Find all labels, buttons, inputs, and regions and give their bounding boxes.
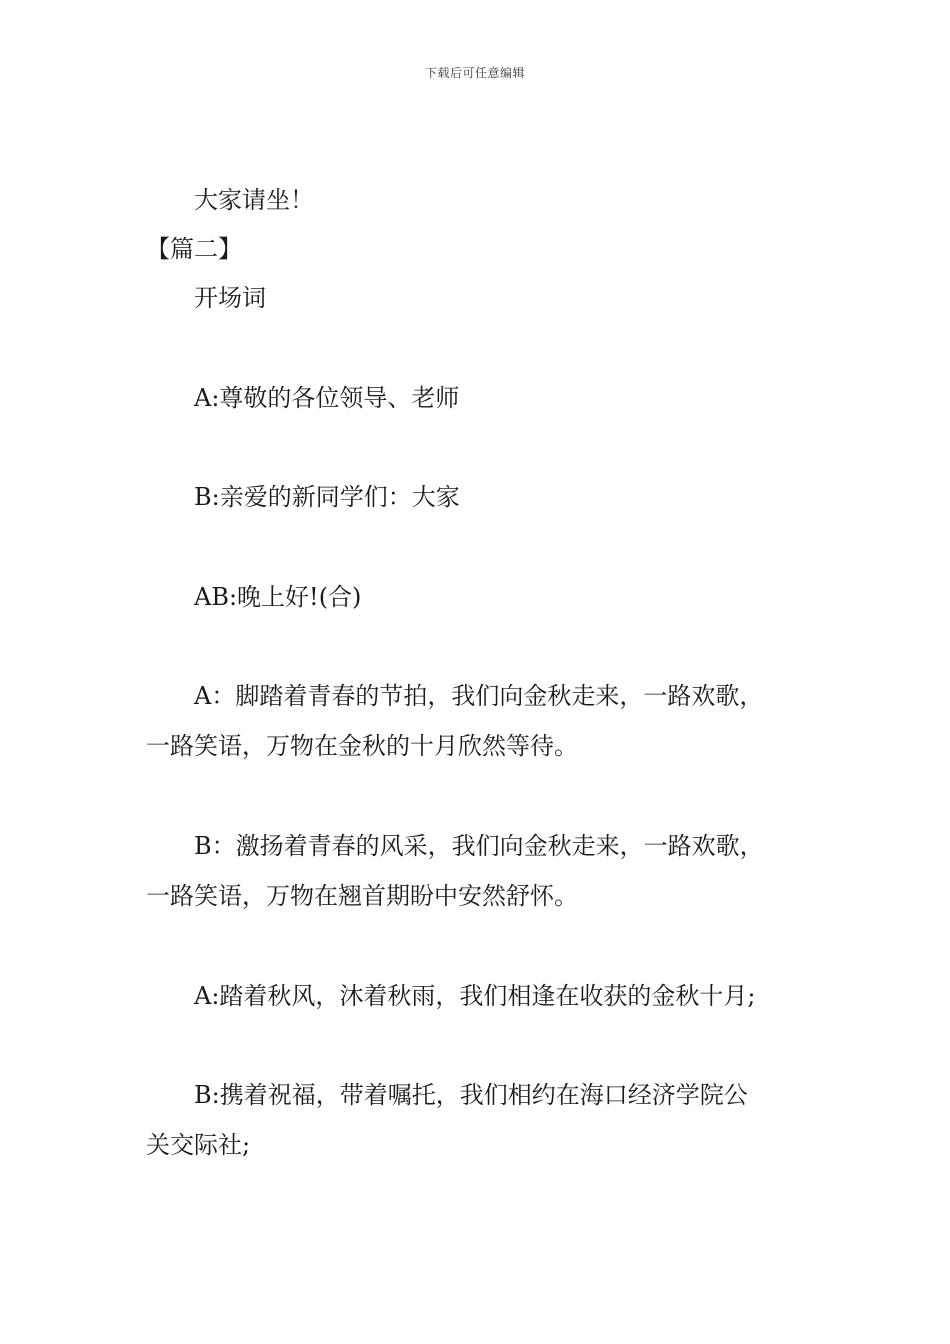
paragraph-line: 关交际社; xyxy=(146,1131,251,1159)
paragraph-line: AB:晚上好!(合) xyxy=(194,583,362,611)
page-header: 下载后可任意编辑 xyxy=(424,66,525,80)
subheading: 开场词 xyxy=(194,284,266,312)
paragraph-line: 一路笑语，万物在翘首期盼中安然舒怀。 xyxy=(146,882,578,910)
paragraph-line: A:踏着秋风，沐着秋雨，我们相逢在收获的金秋十月; xyxy=(194,982,756,1010)
paragraph-line: B:携着祝福，带着嘱托，我们相约在海口经济学院公 xyxy=(194,1081,748,1109)
paragraph-line: A:尊敬的各位领导、老师 xyxy=(194,384,460,412)
paragraph-line: B:亲爱的新同学们：大家 xyxy=(194,483,460,511)
section-heading: 【篇二】 xyxy=(146,235,242,263)
paragraph-line: 大家请坐！ xyxy=(194,186,314,214)
paragraph-line: A：脚踏着青春的节拍，我们向金秋走来，一路欢歌， xyxy=(194,682,764,710)
paragraph-line: 一路笑语，万物在金秋的十月欣然等待。 xyxy=(146,732,578,760)
paragraph-line: B：激扬着青春的风采，我们向金秋走来，一路欢歌， xyxy=(194,832,764,860)
